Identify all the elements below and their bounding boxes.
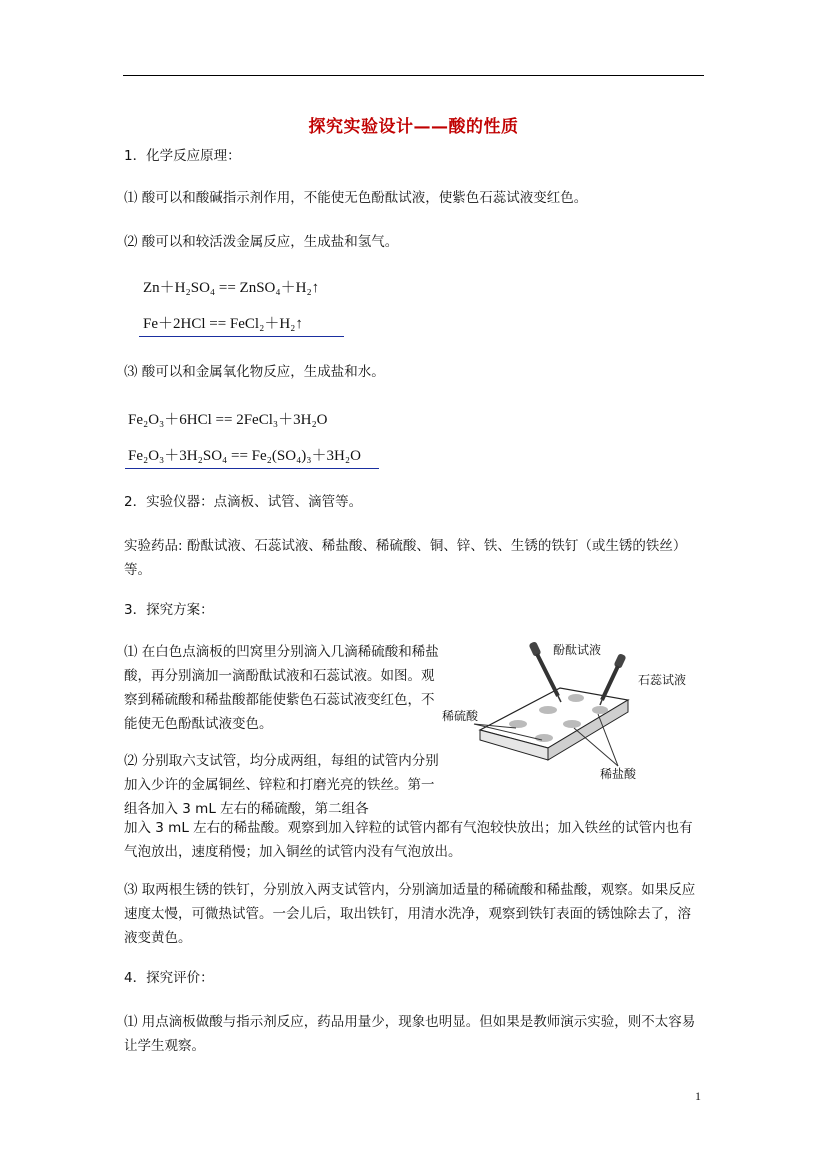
equation-fe2o3-hcl: Fe₂O₃＋6HCl == 2FeCl₃＋3H₂O <box>128 412 328 428</box>
section-1-item-1: ⑴ 酸可以和酸碱指示剂作用，不能使无色酚酞试液，使紫色石蕊试液变红色。 <box>124 190 588 206</box>
label-phenolphthalein: 酚酞试液 <box>553 643 602 657</box>
equation-underline <box>139 336 344 337</box>
spot-plate-figure <box>440 640 702 812</box>
pointer-line <box>574 728 618 766</box>
label-hydrochloric-acid: 稀盐酸 <box>600 767 637 781</box>
section-2-heading: 2．实验仪器：点滴板、试管、滴管等。 <box>124 494 363 510</box>
section-3-item-3: ⑶ 取两根生锈的铁钉，分别放入两支试管内，分别滴加适量的稀硫酸和稀盐酸，观察。如果反应速度太慢，可微热试管。一会儿后，取出铁钉，用清水洗净，观察到铁钉表面的锈蚀除去了，溶液变黄色。 <box>124 882 696 946</box>
equation-underline <box>125 468 379 469</box>
section-3-item-2-end: 加入 3 mL 左右的稀盐酸。观察到加入锌粒的试管内都有气泡较快放出；加入铁丝的试管内也有气泡放出，速度稍慢；加入铜丝的试管内没有气泡放出。 <box>124 820 693 860</box>
section-1-item-3: ⑶ 酸可以和金属氧化物反应，生成盐和水。 <box>124 364 385 380</box>
equation-zn: Zn＋H₂SO₄ == ZnSO₄＋H₂↑ <box>143 280 320 296</box>
well <box>535 734 553 742</box>
page-number: 1 <box>695 1089 701 1103</box>
section-4-item-1: ⑴ 用点滴板做酸与指示剂反应，药品用量少，现象也明显。但如果是教师演示实验，则不太容易让学生观察。 <box>124 1014 696 1054</box>
well <box>563 720 581 728</box>
section-3-item-1: ⑴ 在白色点滴板的凹窝里分别滴入几滴稀硫酸和稀盐酸，再分别滴加一滴酚酞试液和石蕊试液。如图。观察到稀硫酸和稀盐酸都能使紫色石蕊试液变红色，不能使无色酚酞试液变色。 <box>124 644 439 732</box>
section-3-item-2-start: ⑵ 分别取六支试管，均分成两组，每组的试管内分别加入少许的金属铜丝、锌粒和打磨光亮的铁丝。第一组各加入 3 mL 左右的稀硫酸，第二组各 <box>124 753 439 817</box>
section-4-heading: 4．探究评价： <box>124 970 214 986</box>
well <box>568 694 584 702</box>
header-rule <box>123 75 704 76</box>
equation-fe: Fe＋2HCl == FeCl₂＋H₂↑ <box>143 316 303 332</box>
well <box>592 706 608 714</box>
label-sulfuric-acid: 稀硫酸 <box>442 709 479 723</box>
label-litmus: 石蕊试液 <box>638 673 687 687</box>
well <box>509 720 527 728</box>
section-2-drugs: 实验药品: 酚酞试液、石蕊试液、稀盐酸、稀硫酸、铜、锌、铁、生锈的铁钉（或生锈的铁丝）等。 <box>124 538 687 578</box>
well <box>539 706 557 714</box>
section-1-item-2: ⑵ 酸可以和较活泼金属反应，生成盐和氢气。 <box>124 234 399 250</box>
equation-fe2o3-h2so4: Fe₂O₃＋3H₂SO₄ == Fe₂(SO₄)₃＋3H₂O <box>128 448 361 464</box>
section-1-heading: 1．化学反应原理： <box>124 148 241 164</box>
section-3-heading: 3．探究方案： <box>124 602 214 618</box>
page-title: 探究实验设计——酸的性质 <box>308 117 519 137</box>
